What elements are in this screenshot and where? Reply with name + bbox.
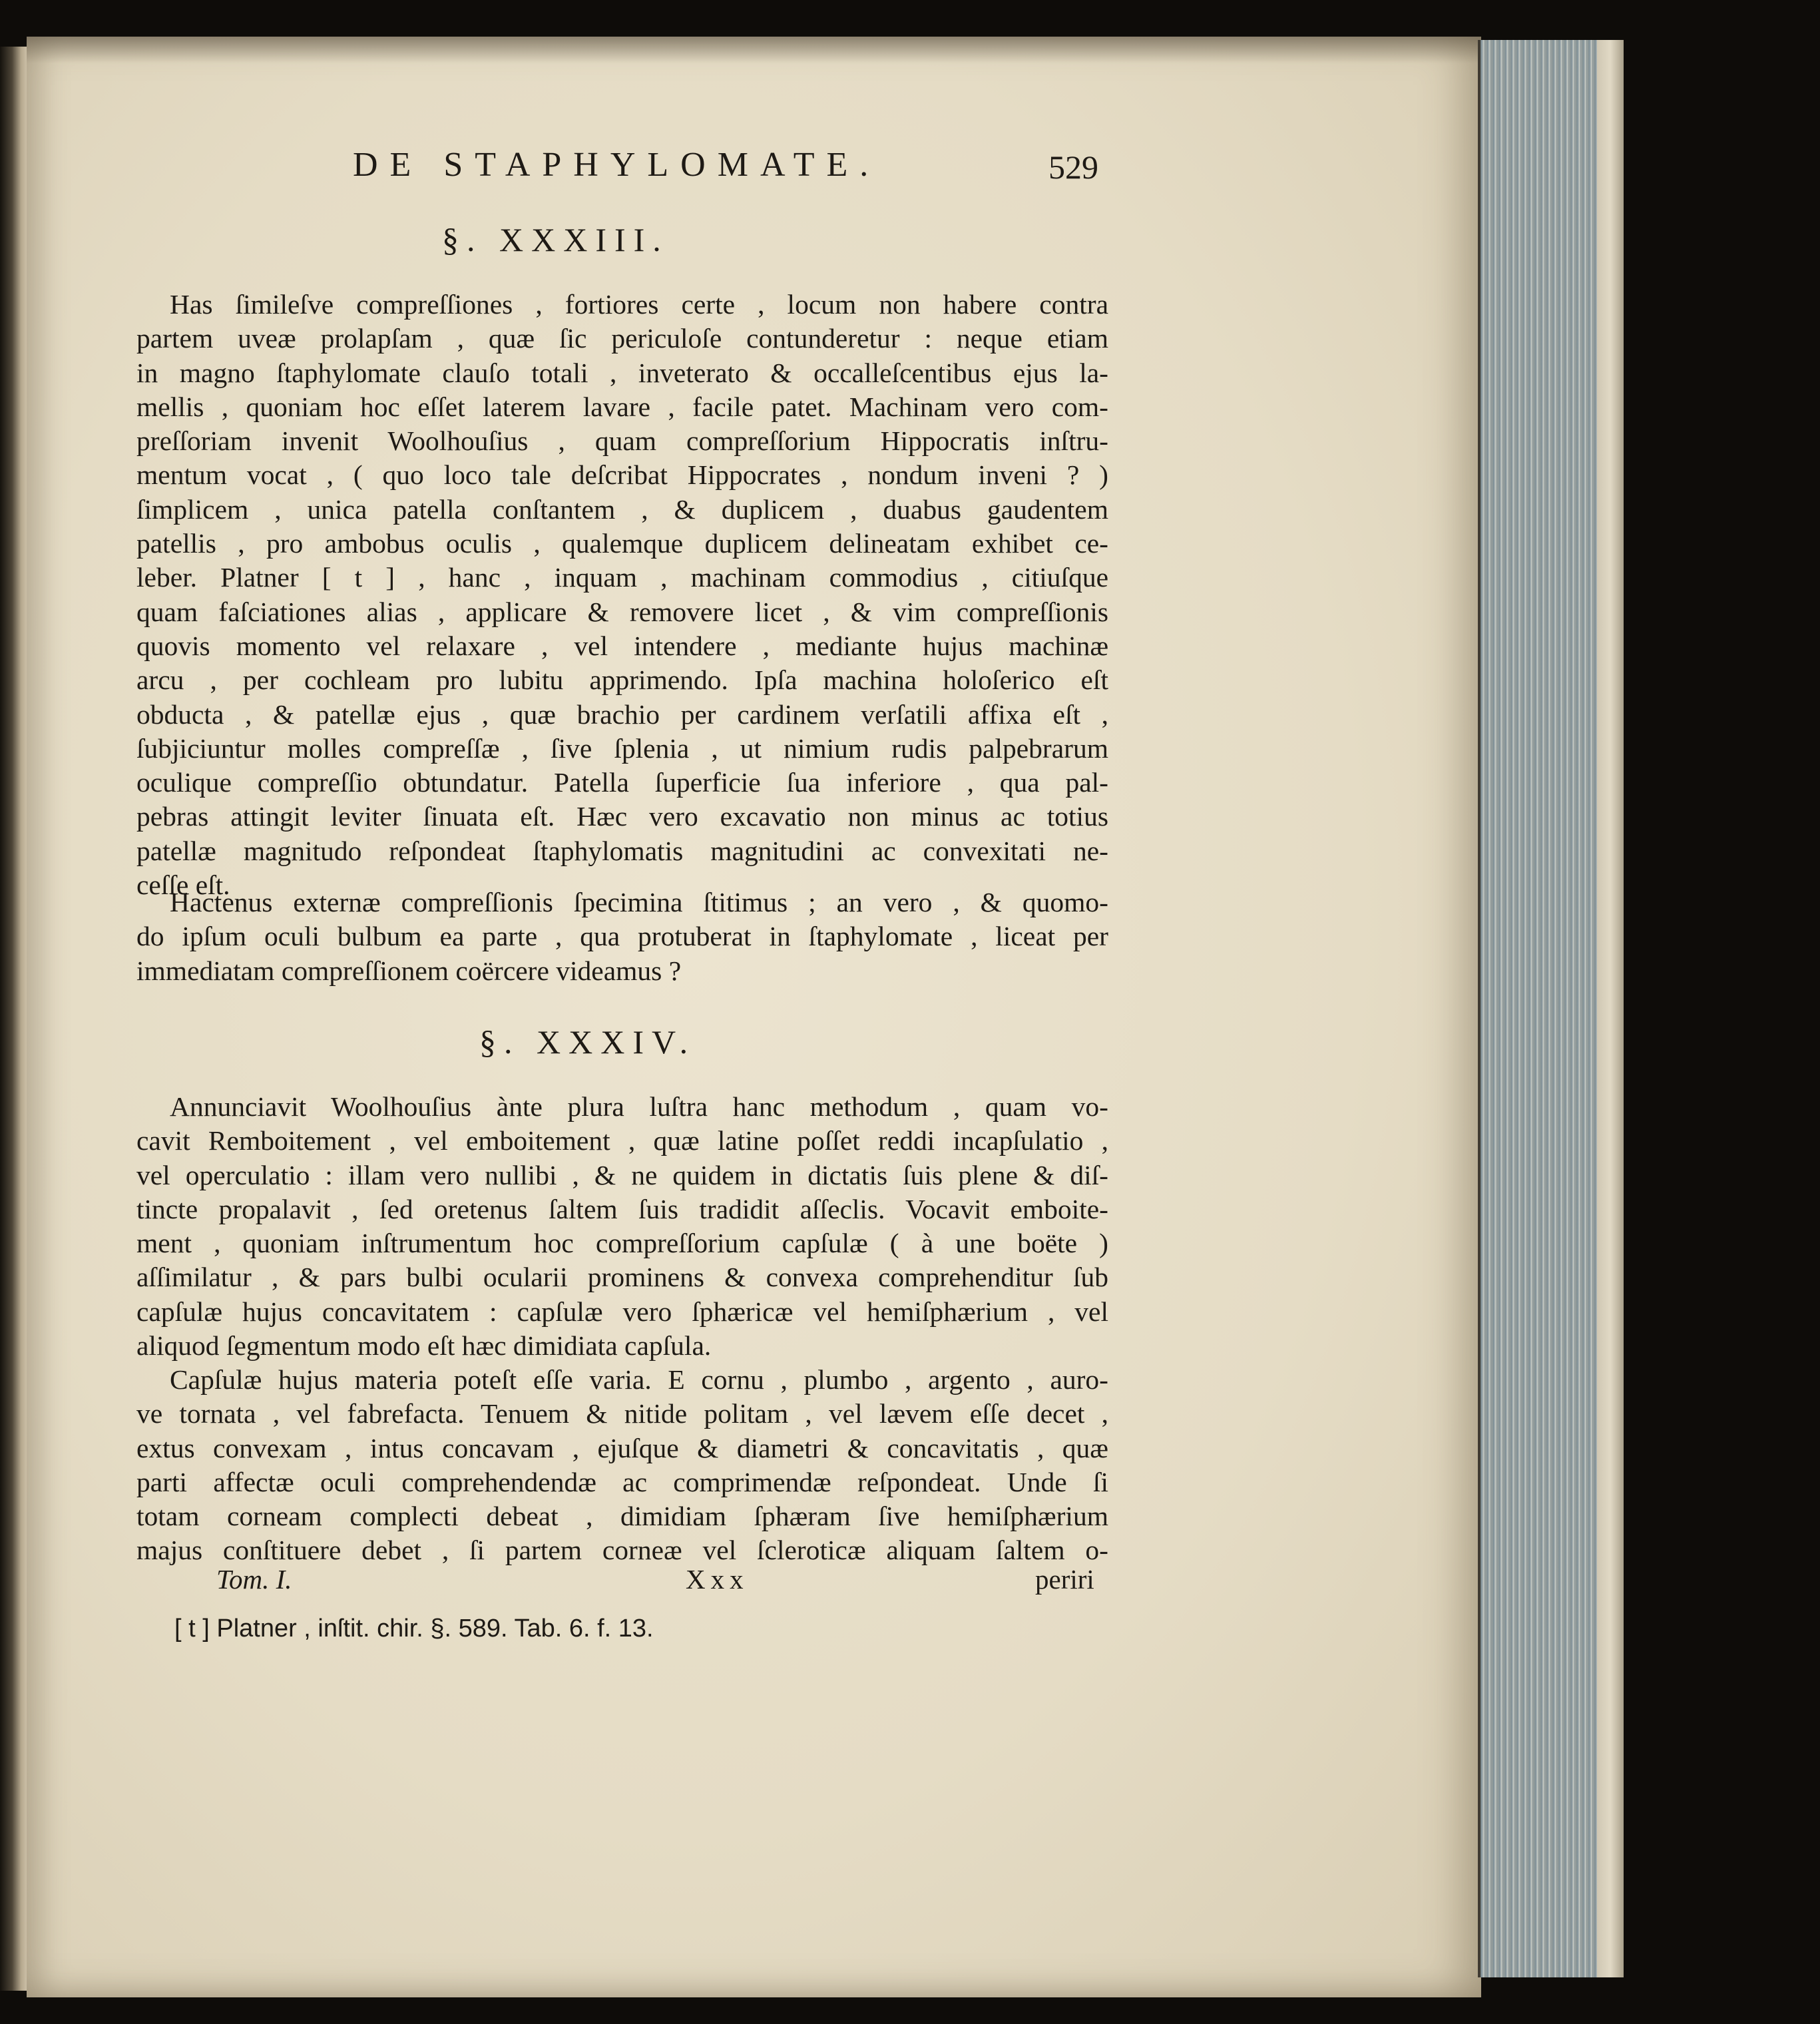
footnote: [ t ] Platner , inſtit. chir. §. 589. Tab. 6. f. 13. xyxy=(174,1615,654,1643)
running-title: DE STAPHYLOMATE. xyxy=(353,146,881,184)
section-heading-33: §. XXXIII. xyxy=(442,221,669,258)
text-line: capſulæ hujus concavitatem : capſulæ vero ſphæricæ vel hemiſphærium , vel xyxy=(136,1296,1108,1327)
text-line: obducta , & patellæ ejus , quæ brachio per cardinem verſatili affixa eſt , xyxy=(136,698,1108,730)
text-line: patellæ magnitudo reſpondeat ſtaphylomatis magnitudini ac convexitati ne- xyxy=(136,835,1108,866)
text-line: majus conſtituere debet , ſi partem corneæ vel ſcleroticæ aliquam ſaltem o- xyxy=(136,1535,1108,1566)
text-line: patellis , pro ambobus oculis , qualemque duplicem delineatam exhibet ce- xyxy=(136,528,1108,559)
text-line: mentum vocat , ( quo loco tale deſcribat Hippocrates , nondum inveni ? ) xyxy=(136,459,1108,491)
volume-mark: Tom. I. xyxy=(216,1564,292,1595)
text-line: cavit Remboitement , vel emboitement , quæ latine poſſet reddi incapſulatio , xyxy=(136,1125,1108,1156)
text-line: leber. Platner [ t ] , hanc , inquam , machinam commodius , citiuſque xyxy=(136,562,1108,593)
section-33-paragraph-1 xyxy=(136,288,1108,902)
text-line: mellis , quoniam hoc eſſet laterem lavare , facile patet. Machinam vero com- xyxy=(136,391,1108,422)
text-line: ſimplicem , unica patella conſtantem , & duplicem , duabus gaudentem xyxy=(136,493,1108,525)
left-page-edge xyxy=(0,47,27,1991)
text-line: ceſſe eſt. xyxy=(136,870,230,901)
text-line: parti affectæ oculi comprehendendæ ac comprimendæ reſpondeat. Unde ſi xyxy=(136,1466,1108,1497)
text-line: vel operculatio : illam vero nullibi , & ne quidem in dictatis ſuis plene & diſ- xyxy=(136,1159,1108,1190)
text-line: preſſoriam invenit Woolhouſius , quam compreſſorium Hippocratis inſtru- xyxy=(136,425,1108,457)
text-line: do ipſum oculi bulbum ea parte , qua protuberat in ſtaphylomate , liceat per xyxy=(136,921,1108,952)
text-line: aliquod ſegmentum modo eſt hæc dimidiata capſula. xyxy=(136,1330,712,1362)
text-line: aſſimilatur , & pars bulbi ocularii prominens & convexa comprehenditur ſub xyxy=(136,1262,1108,1293)
page-number: 529 xyxy=(1048,148,1098,186)
text-line: arcu , per cochleam pro lubitu apprimendo. Ipſa machina holoſerico eſt xyxy=(136,664,1108,696)
text-line: extus convexam , intus concavam , ejuſque & diametri & concavitatis , quæ xyxy=(136,1432,1108,1463)
catchword: periri xyxy=(1035,1564,1094,1595)
text-line: quam faſciationes alias , applicare & removere licet , & vim compreſſionis xyxy=(136,596,1108,627)
text-line: totam corneam complecti debeat , dimidiam ſphæram ſive hemiſphærium xyxy=(136,1501,1108,1532)
text-line: partem uveæ prolapſam , quæ ſic periculoſe contunderetur : neque etiam xyxy=(136,323,1108,354)
page-block-edges xyxy=(1478,40,1597,1977)
section-heading-34: §. XXXIV. xyxy=(479,1023,696,1061)
section-33-paragraph-2 xyxy=(136,886,1108,988)
signature-mark: Xxx xyxy=(686,1564,749,1595)
text-line: Annunciavit Woolhouſius ànte plura luſtra hanc methodum , quam vo- xyxy=(170,1091,1108,1122)
text-line: oculique compreſſio obtundatur. Patella ſuperficie ſua inferiore , qua pal- xyxy=(136,767,1108,798)
text-line: in magno ſtaphylomate clauſo totali , inveterato & occalleſcentibus ejus la- xyxy=(136,357,1108,388)
page-top-shadow xyxy=(27,37,1481,63)
text-line: ve tornata , vel fabrefacta. Tenuem & nitide politam , vel lævem eſſe decet , xyxy=(136,1398,1108,1429)
text-line: Capſulæ hujus materia poteſt eſſe varia. E cornu , plumbo , argento , auro- xyxy=(170,1364,1108,1395)
text-line: pebras attingit leviter ſinuata eſt. Hæc vero excavatio non minus ac totius xyxy=(136,801,1108,832)
text-line: Hactenus externæ compreſſionis ſpecimina ſtitimus ; an vero , & quomo- xyxy=(170,887,1108,917)
text-line: quovis momento vel relaxare , vel intendere , mediante hujus machinæ xyxy=(136,630,1108,661)
text-line: immediatam compreſſionem coërcere videamus ? xyxy=(136,955,682,986)
section-34-paragraph-2 xyxy=(136,1363,1108,1568)
section-34-paragraph-1 xyxy=(136,1090,1108,1363)
text-line: tincte propalavit , ſed oretenus ſaltem ſuis tradidit aſſeclis. Vocavit emboite- xyxy=(136,1193,1108,1224)
text-line: Has ſimileſve compreſſiones , fortiores certe , locum non habere contra xyxy=(170,289,1108,320)
text-line: ſubjiciuntur molles compreſſæ , ſive ſplenia , ut nimium rudis palpebrarum xyxy=(136,732,1108,764)
text-line: ment , quoniam inſtrumentum hoc compreſſorium capſulæ ( à une boëte ) xyxy=(136,1228,1108,1259)
